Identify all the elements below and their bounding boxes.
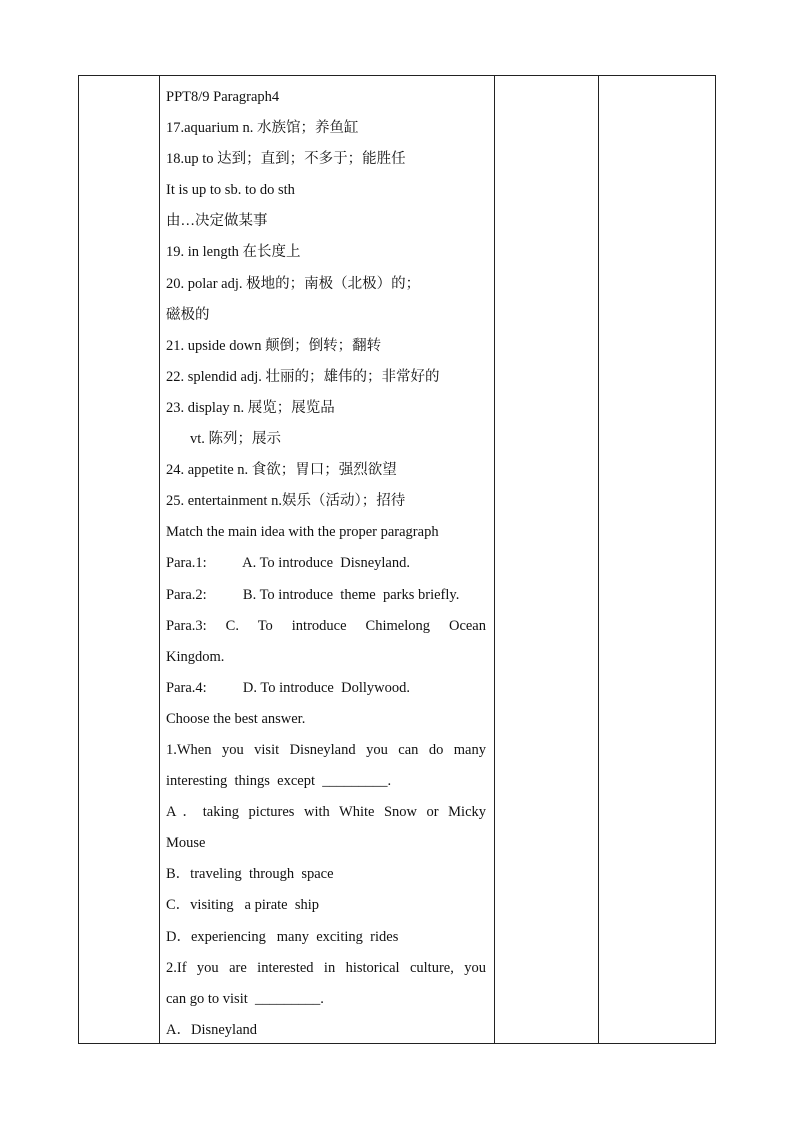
match-item: Para.2: B. To introduce theme parks briefly. xyxy=(166,586,460,603)
answer-option: B．traveling through space xyxy=(166,866,334,883)
lesson-content xyxy=(166,82,486,1046)
vocab-item: 25. entertainment n.娱乐（活动）；招待 xyxy=(166,493,406,510)
vocab-item: 24. appetite n. 食欲；胃口；强烈欲望 xyxy=(166,462,397,479)
match-item: Para.1: A. To introduce Disneyland. xyxy=(166,555,410,572)
vocab-item: 23. display n. 展览；展览品 xyxy=(166,399,335,416)
match-item-continued: Kingdom. xyxy=(166,648,225,665)
exercise-instruction: Match the main idea with the proper paragraph xyxy=(166,524,439,541)
vocab-item: 21. upside down 颠倒；倒转；翻转 xyxy=(166,337,382,354)
question-text: 2.If you are interested in historical culture, you xyxy=(166,959,486,976)
section-heading: PPT8/9 Paragraph4 xyxy=(166,89,280,105)
vocab-item: 20. polar adj. 极地的；南极（北极）的； xyxy=(166,275,421,292)
exercise-instruction: Choose the best answer. xyxy=(166,710,306,727)
lesson-table xyxy=(78,75,716,1044)
answer-option: D．experiencing many exciting rides xyxy=(166,928,399,945)
question-text-continued: interesting things except _________. xyxy=(166,773,392,790)
match-item: Para.3: C. To introduce Chimelong Ocean xyxy=(166,617,486,634)
vocab-item-continued: 磁极的 xyxy=(166,306,210,323)
answer-option: A．taking pictures with White Snow or Micky xyxy=(166,804,486,821)
answer-option: A．Disneyland xyxy=(166,1021,258,1038)
answer-option: C．visiting a pirate ship xyxy=(166,897,320,914)
vocab-item-continued: vt. 陈列；展示 xyxy=(190,431,282,448)
match-item: Para.4: D. To introduce Dollywood. xyxy=(166,679,410,696)
question-text-continued: can go to visit _________. xyxy=(166,990,324,1007)
answer-option-continued: Mouse xyxy=(166,835,206,852)
table-cell-blank-2 xyxy=(599,76,715,1043)
vocab-item: 19. in length 在长度上 xyxy=(166,244,301,261)
vocab-example-translation: 由…决定做某事 xyxy=(166,213,268,230)
vocab-item: 22. splendid adj. 壮丽的；雄伟的；非常好的 xyxy=(166,368,440,385)
vocab-example: It is up to sb. to do sth xyxy=(166,182,295,199)
table-cell-blank-1 xyxy=(495,76,598,1043)
table-cell-left xyxy=(79,76,159,1043)
vocab-item: 17.aquarium n. 水族馆；养鱼缸 xyxy=(166,120,359,137)
vocab-item: 18.up to 达到；直到；不多于；能胜任 xyxy=(166,151,406,168)
question-text: 1.When you visit Disneyland you can do many xyxy=(166,741,486,758)
